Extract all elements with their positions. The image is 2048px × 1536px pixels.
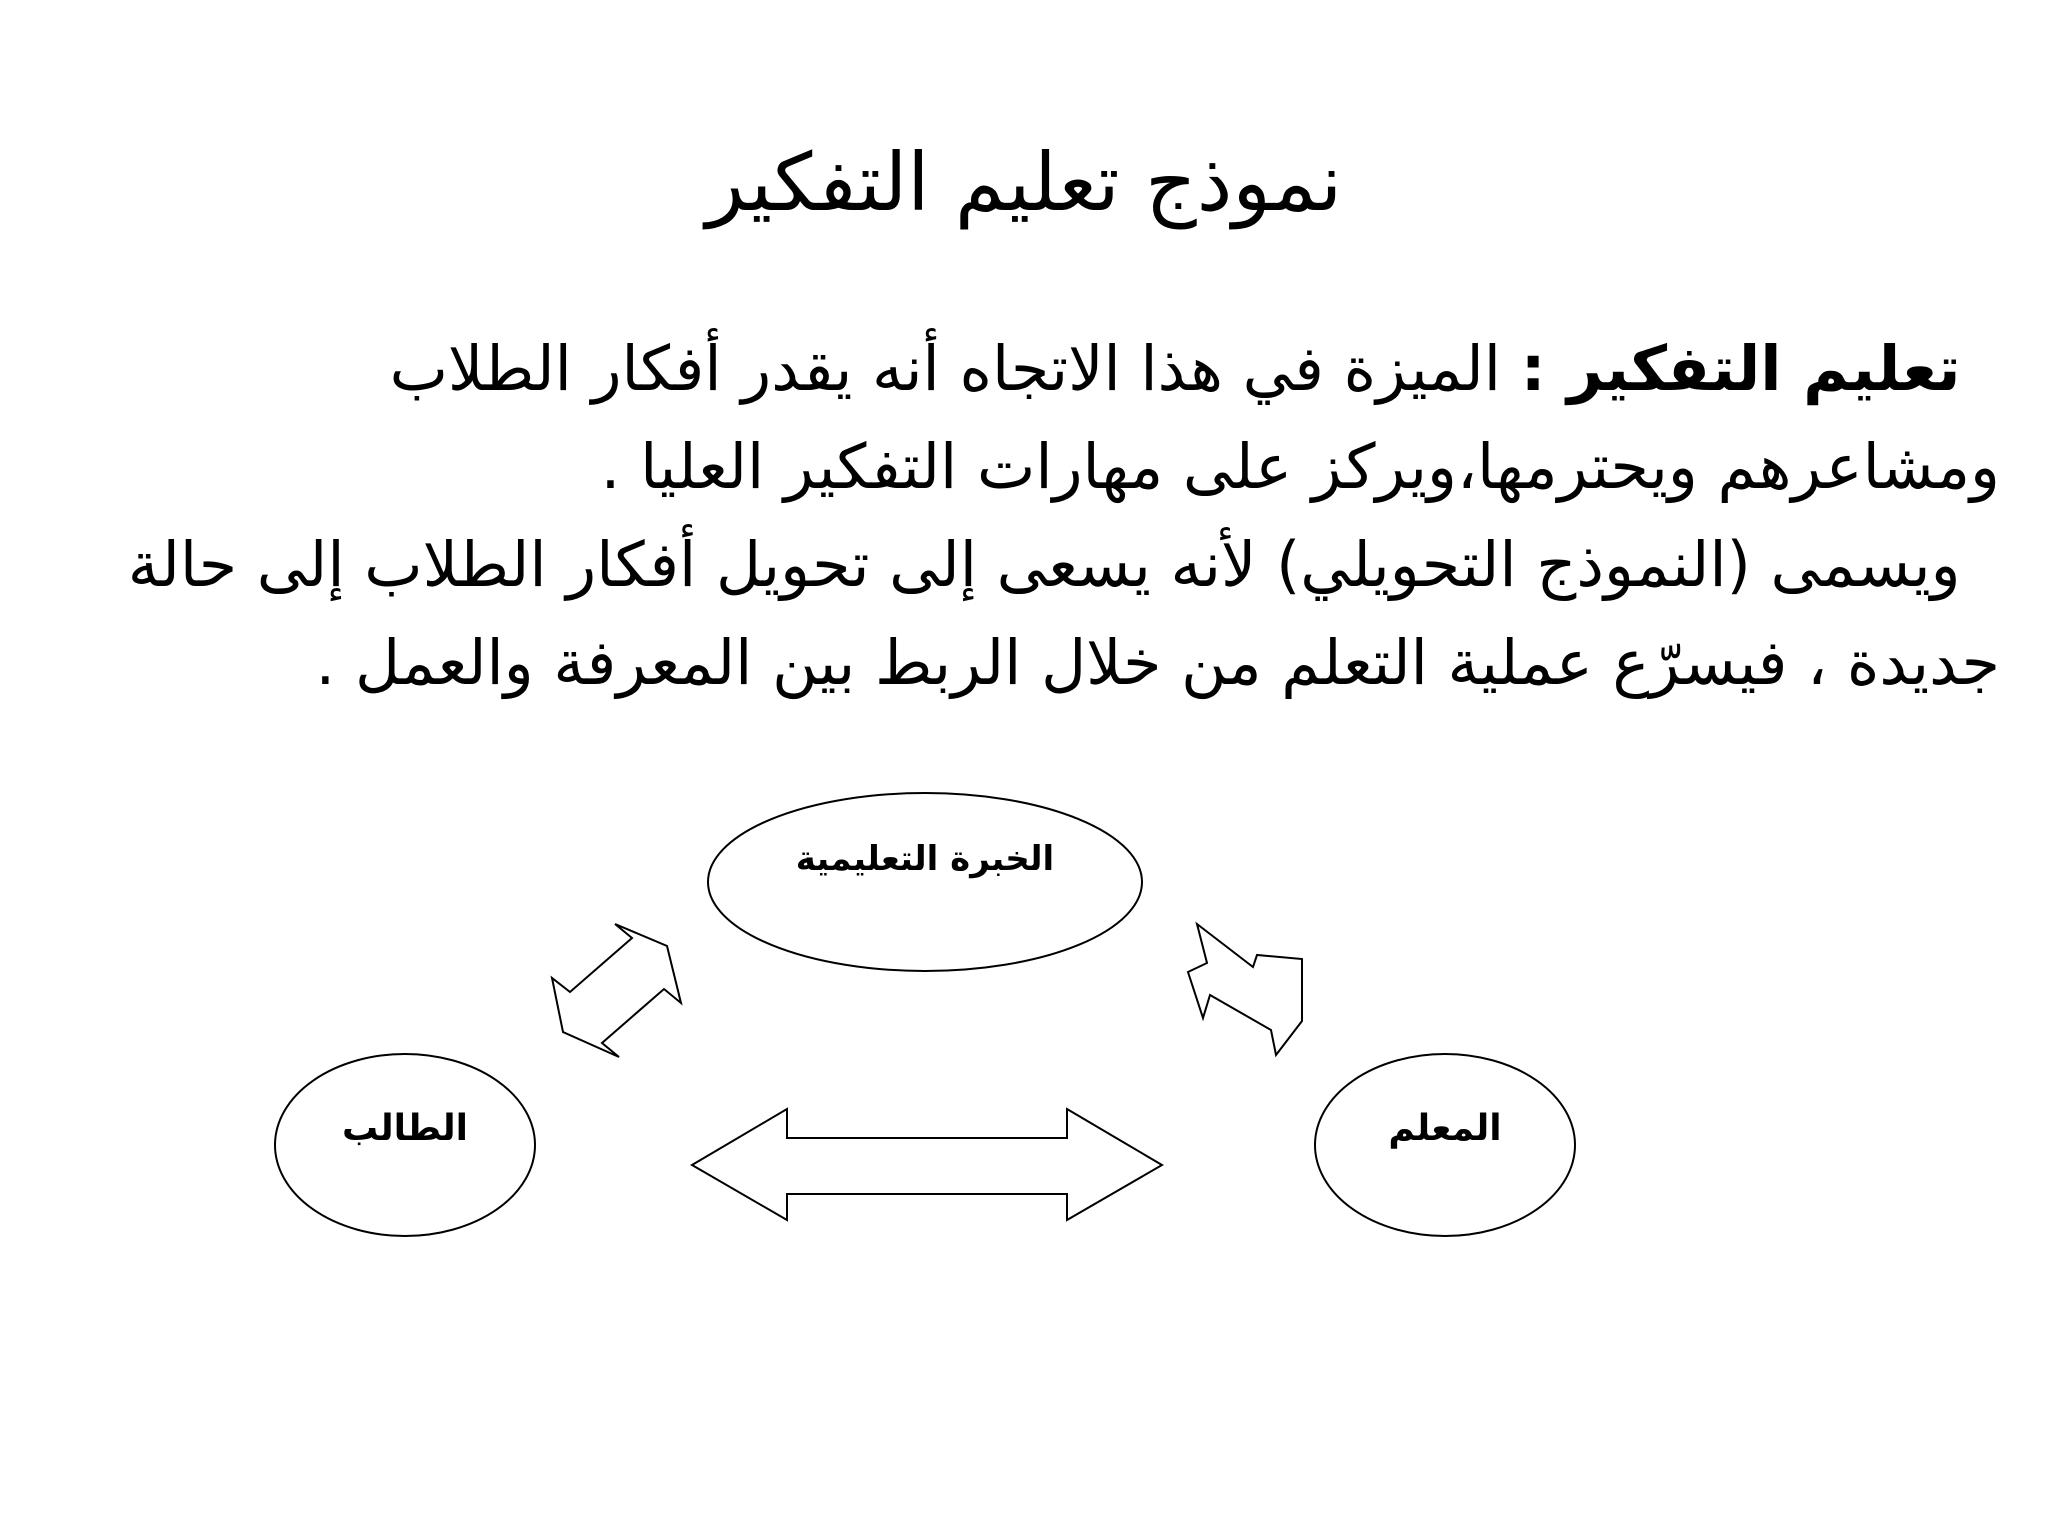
double-arrow-student-experience [552,924,681,1057]
paragraph-2-text: ويسمى (النموذج التحويلي) لأنه يسعى إلى تحويل أفكار الطلاب إلى حالة جديدة ، فيسرّع عملية التعلم من خلال الربط بين المعرفة والعمل . [127,528,2000,699]
node-student-label: الطالب [341,1108,469,1149]
node-teacher-label: المعلم [1388,1108,1502,1149]
node-learning-experience-label: الخبرة التعليمية [795,839,1055,879]
double-arrow-student-teacher [692,1109,1162,1220]
paragraph-1-text: الميزة في هذا الاتجاه أنه يقدر أفكار الطلاب ومشاعرهم ويحترمها،ويركز على مهارات التفكير العليا . [389,332,2000,503]
term-thinking-teaching: تعليم التفكير : [1520,332,1961,405]
double-arrow-teacher-experience [1188,924,1302,1055]
node-learning-experience [708,793,1142,971]
slide-title: نموذج تعليم التفكير [705,136,1343,229]
